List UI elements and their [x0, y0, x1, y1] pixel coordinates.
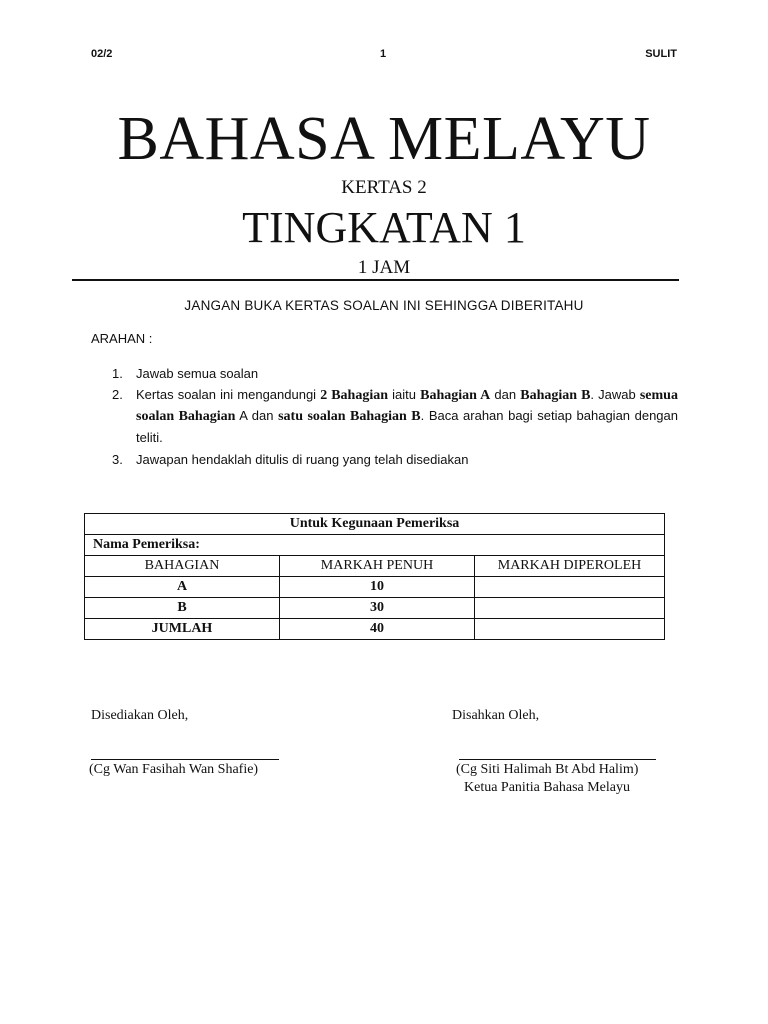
column-header-full-marks: MARKAH PENUH [280, 556, 475, 577]
instruction-number: 3. [112, 452, 123, 467]
instructions-list [112, 364, 678, 471]
exam-duration: 1 JAM [357, 257, 411, 278]
title-divider [72, 279, 679, 281]
prepared-by-label: Disediakan Oleh, [91, 708, 189, 723]
prepared-signature-line [91, 759, 279, 760]
section-cell: JUMLAH [85, 619, 280, 640]
instruction-number: 2. [112, 386, 123, 402]
instruction-text: dan [490, 386, 521, 402]
examiner-marks-table [84, 513, 665, 640]
column-header-section: BAHAGIAN [85, 556, 280, 577]
prepared-by-name: (Cg Wan Fasihah Wan Shafie) [89, 762, 259, 777]
examiner-name-label: Nama Pemeriksa: [85, 535, 665, 556]
table-title-row [85, 514, 665, 535]
instruction-text: iaitu [388, 386, 421, 402]
instruction-emphasis: satu soalan Bahagian B [278, 409, 421, 424]
instruction-emphasis: semua soalan Bahagian [136, 387, 678, 424]
instruction-emphasis: 2 Bahagian [320, 387, 389, 403]
approved-signature-line [459, 759, 656, 760]
paper-number: KERTAS 2 [341, 177, 427, 198]
instruction-text: . Jawab [590, 386, 640, 402]
header-status: SULIT [645, 48, 677, 60]
full-marks-cell: 40 [280, 619, 475, 640]
approved-by-title: Ketua Panitia Bahasa Melayu [464, 780, 631, 795]
instruction-text: Kertas soalan ini mengandungi [136, 386, 321, 402]
instruction-text: Jawab semua soalan [136, 366, 259, 381]
table-row [85, 577, 665, 598]
obtained-marks-cell [475, 619, 665, 640]
table-header-row [85, 556, 665, 577]
form-level: TINGKATAN 1 [242, 203, 526, 252]
instruction-text: Jawapan hendaklah ditulis di ruang yang telah disediakan [136, 452, 469, 467]
instruction-text: . Baca arahan bagi setiap bahagian dengan teliti. [136, 408, 678, 445]
obtained-marks-cell [475, 577, 665, 598]
exam-warning: JANGAN BUKA KERTAS SOALAN INI SEHINGGA DIBERITAHU [184, 298, 584, 313]
instruction-item [112, 450, 678, 471]
instruction-emphasis: Bahagian B [520, 387, 591, 403]
table-row [85, 598, 665, 619]
table-title: Untuk Kegunaan Pemeriksa [85, 514, 665, 535]
full-marks-cell: 10 [280, 577, 475, 598]
column-header-marks-obtained: MARKAH DIPEROLEH [475, 556, 665, 577]
approved-by-name: (Cg Siti Halimah Bt Abd Halim) [456, 762, 639, 777]
table-row [85, 619, 665, 640]
instructions-label: ARAHAN : [91, 331, 153, 346]
subject-title: BAHASA MELAYU [117, 105, 651, 173]
header-paper-code: 02/2 [91, 48, 113, 60]
section-cell: A [85, 577, 280, 598]
instruction-text: A dan [235, 408, 279, 423]
obtained-marks-cell [475, 598, 665, 619]
approved-by-label: Disahkan Oleh, [452, 708, 540, 723]
header-page-number: 1 [380, 48, 387, 60]
instruction-emphasis: Bahagian A [420, 387, 491, 403]
examiner-name-row [85, 535, 665, 556]
instruction-item [112, 385, 678, 449]
instruction-number: 1. [112, 366, 123, 381]
section-cell: B [85, 598, 280, 619]
instruction-item [112, 364, 678, 385]
full-marks-cell: 30 [280, 598, 475, 619]
